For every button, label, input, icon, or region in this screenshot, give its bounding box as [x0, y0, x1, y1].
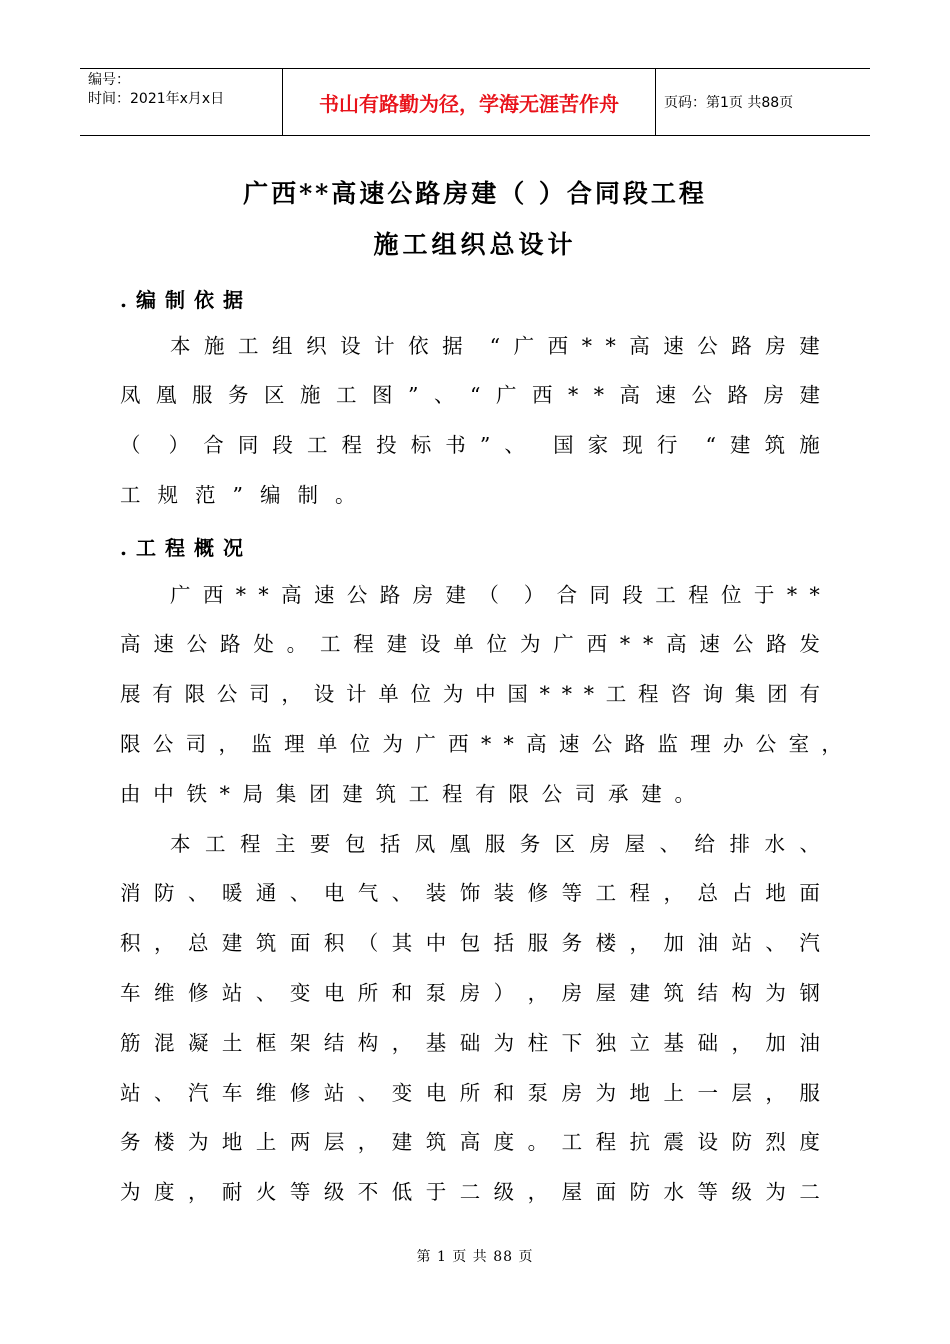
paragraph-line: 本 工 程 主 要 包 括 凤 凰 服 务 区 房 屋 、 给 排 水 、 — [170, 832, 820, 856]
section-heading-basis: .编制依据 — [120, 288, 252, 312]
paragraph-line: 由 中 铁 * 局 集 团 建 筑 工 程 有 限 公 司 承 建 。 — [120, 782, 695, 806]
document-title: 广西**高速公路房建（ ）合同段工程 — [243, 179, 707, 208]
paragraph-line: 展 有 限 公 司 ， 设 计 单 位 为 中 国 * * * 工 程 咨 询 集 团 有 — [120, 682, 820, 706]
section-heading-overview: .工程概况 — [120, 536, 252, 560]
paragraph-line: 工规范”编制。 — [120, 483, 373, 507]
paragraph-line: （ ） 合 同 段 工 程 投 标 书 ” 、 国 家 现 行 “ 建 筑 施 — [120, 433, 820, 457]
paragraph-line: 为 度 ， 耐 火 等 级 不 低 于 二 级 ， 屋 面 防 水 等 级 为 二 — [120, 1180, 820, 1204]
paragraph-line: 限 公 司 ， 监 理 单 位 为 广 西 * * 高 速 公 路 监 理 办 公 室 ， — [120, 732, 842, 756]
header-page-indicator: 页码：第1页 共88页 — [664, 95, 794, 111]
header-meta — [80, 69, 282, 135]
doc-date-label: 时间：2021年x月x日 — [88, 91, 225, 107]
paragraph-line: 消 防 、 暖 通 、 电 气 、 装 饰 装 修 等 工 程 ， 总 占 地 面 — [120, 881, 820, 905]
paragraph-line: 凤 凰 服 务 区 施 工 图 ” 、 “ 广 西 * * 高 速 公 路 房 建 — [120, 383, 820, 407]
page-footer: 第 1 页 共 88 页 — [416, 1249, 534, 1265]
paragraph-line: 务 楼 为 地 上 两 层 ， 建 筑 高 度 。 工 程 抗 震 设 防 烈 度 — [120, 1130, 820, 1154]
paragraph-line: 站 、 汽 车 维 修 站 、 变 电 所 和 泵 房 为 地 上 一 层 ， 服 — [120, 1081, 820, 1105]
paragraph-line: 高 速 公 路 处 。 工 程 建 设 单 位 为 广 西 * * 高 速 公 路 发 — [120, 632, 820, 656]
paragraph-line: 积 ， 总 建 筑 面 积 （ 其 中 包 括 服 务 楼 ， 加 油 站 、 汽 — [120, 931, 820, 955]
header-motto: 书山有路勤为径，学海无涯苦作舟 — [282, 69, 656, 135]
paragraph-line: 筋 混 凝 土 框 架 结 构 ， 基 础 为 柱 下 独 立 基 础 ， 加 油 — [120, 1031, 820, 1055]
doc-number-label: 编号： — [88, 72, 130, 88]
document-subtitle: 施工组织总设计 — [373, 230, 577, 259]
paragraph-line: 本 施 工 组 织 设 计 依 据 “ 广 西 * * 高 速 公 路 房 建 — [170, 334, 820, 358]
paragraph-line: 车 维 修 站 、 变 电 所 和 泵 房 ） ， 房 屋 建 筑 结 构 为 钢 — [120, 981, 820, 1005]
paragraph-line: 广 西 * * 高 速 公 路 房 建 （ ） 合 同 段 工 程 位 于 * * — [170, 583, 820, 607]
document-header — [80, 68, 870, 136]
